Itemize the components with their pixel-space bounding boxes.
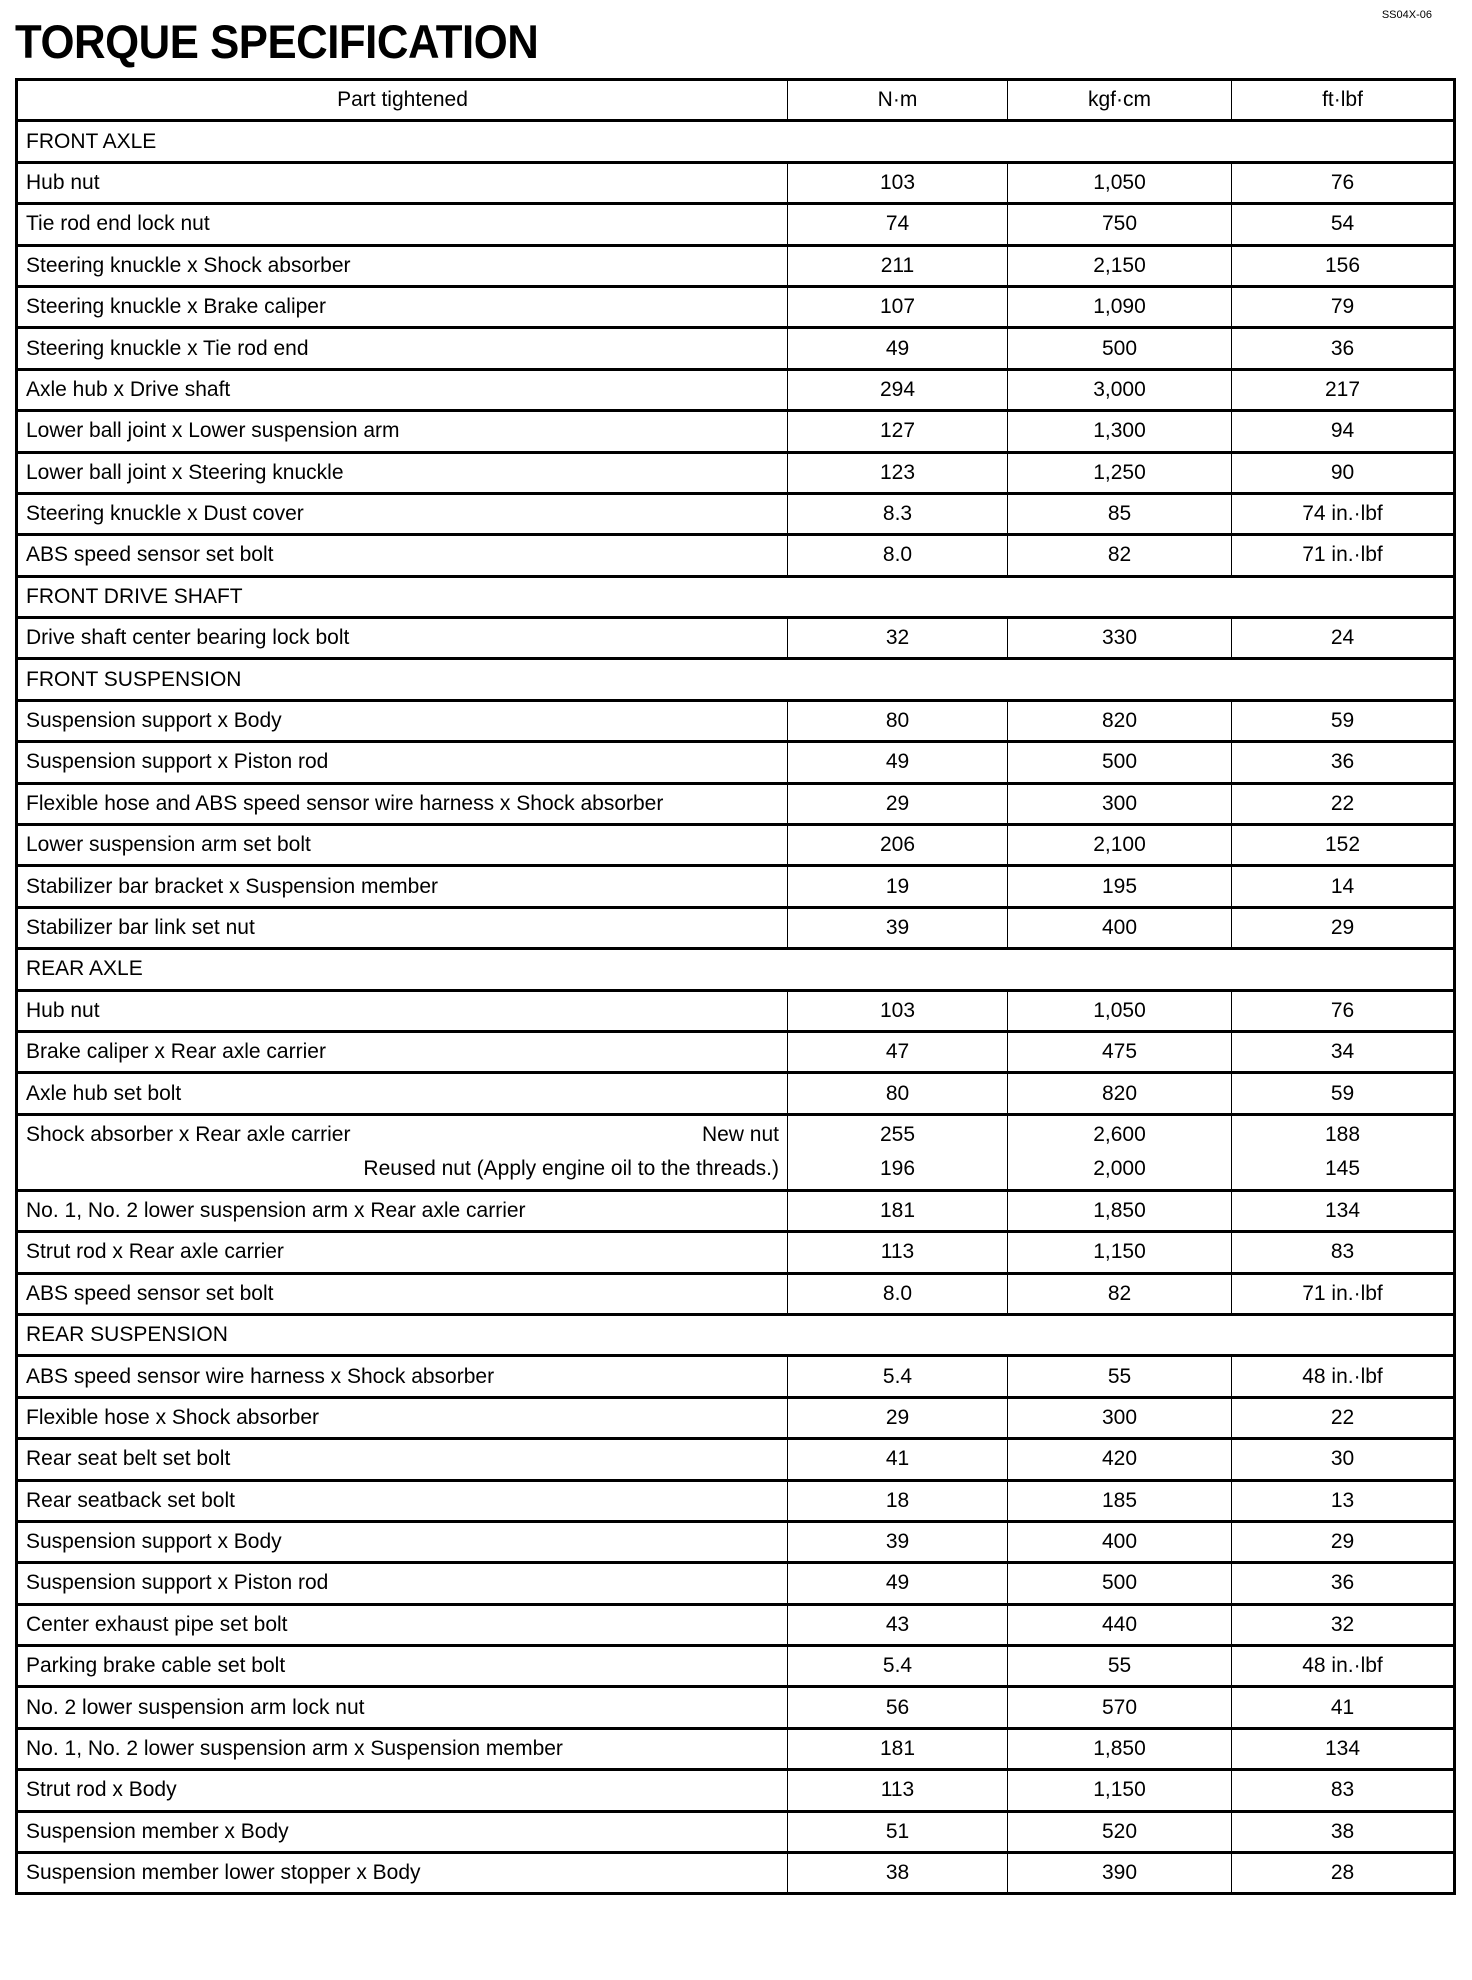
value-nm: 29: [788, 1397, 1008, 1438]
value-kgf: 195: [1008, 866, 1232, 907]
part-name: Hub nut: [17, 162, 788, 203]
value-nm: 113: [788, 1770, 1008, 1811]
value-kgf: 400: [1008, 907, 1232, 948]
variant-label: New nut: [701, 1123, 779, 1147]
value-nm: 103: [788, 162, 1008, 203]
value-ft: 32: [1232, 1604, 1455, 1645]
value-nm: 5.4: [788, 1356, 1008, 1397]
part-name: Axle hub x Drive shaft: [17, 369, 788, 410]
column-header-part: Part tightened: [17, 80, 788, 121]
value-kgf: 2,600: [1093, 1123, 1146, 1147]
table-row: [17, 1031, 1455, 1072]
section-row: [17, 659, 1455, 700]
value-ft: 36: [1232, 1563, 1455, 1604]
value-ft: 145: [1324, 1157, 1361, 1181]
value-ft: 13: [1232, 1480, 1455, 1521]
table-row: [17, 162, 1455, 203]
value-kgf: 820: [1008, 1073, 1232, 1114]
value-kgf: 1,850: [1008, 1728, 1232, 1769]
table-row: [17, 286, 1455, 327]
table-row: [17, 493, 1455, 534]
value-nm: 18: [788, 1480, 1008, 1521]
value-ft: 76: [1232, 162, 1455, 203]
value-kgf: 420: [1008, 1439, 1232, 1480]
part-name: No. 1, No. 2 lower suspension arm x Suspension member: [17, 1728, 788, 1769]
part-name: Suspension member x Body: [17, 1811, 788, 1852]
part-name: ABS speed sensor set bolt: [17, 1273, 788, 1314]
table-row: [17, 1439, 1455, 1480]
table-row: [17, 452, 1455, 493]
column-header-nm: N·m: [788, 80, 1008, 121]
part-name: Suspension support x Body: [17, 700, 788, 741]
value-ft: 134: [1232, 1728, 1455, 1769]
table-row: [17, 1770, 1455, 1811]
value-nm: 47: [788, 1031, 1008, 1072]
value-kgf: 1,150: [1008, 1770, 1232, 1811]
section-heading: REAR SUSPENSION: [17, 1314, 1455, 1355]
value-nm: 8.3: [788, 493, 1008, 534]
table-row: [17, 1563, 1455, 1604]
value-ft: 22: [1232, 783, 1455, 824]
table-row: [17, 1687, 1455, 1728]
value-nm: 107: [788, 286, 1008, 327]
value-kgf: 2,150: [1008, 245, 1232, 286]
section-heading: REAR AXLE: [17, 949, 1455, 990]
value-kgf: 750: [1008, 204, 1232, 245]
table-row: [17, 1232, 1455, 1273]
value-ft: 34: [1232, 1031, 1455, 1072]
part-name: Lower suspension arm set bolt: [17, 825, 788, 866]
value-ft: 59: [1232, 1073, 1455, 1114]
column-header-ftlbf: ft·lbf: [1232, 80, 1455, 121]
value-ft: 48 in.·lbf: [1232, 1356, 1455, 1397]
part-name: Parking brake cable set bolt: [17, 1646, 788, 1687]
table-row: [17, 1853, 1455, 1894]
part-name: No. 1, No. 2 lower suspension arm x Rear axle carrier: [17, 1190, 788, 1231]
table-row: [17, 1273, 1455, 1314]
value-kgf: 2,000: [1093, 1157, 1146, 1181]
value-ft: 36: [1232, 742, 1455, 783]
value-kgf: 55: [1008, 1356, 1232, 1397]
table-row: [17, 783, 1455, 824]
part-name: ABS speed sensor set bolt: [17, 535, 788, 576]
value-nm: 51: [788, 1811, 1008, 1852]
value-ft: 71 in.·lbf: [1232, 1273, 1455, 1314]
value-kgf: 1,090: [1008, 286, 1232, 327]
value-ft: 41: [1232, 1687, 1455, 1728]
section-row: [17, 949, 1455, 990]
value-ft: 14: [1232, 866, 1455, 907]
value-ft: 90: [1232, 452, 1455, 493]
part-name: Steering knuckle x Shock absorber: [17, 245, 788, 286]
value-ft: 38: [1232, 1811, 1455, 1852]
value-ft: 30: [1232, 1439, 1455, 1480]
part-name: Stabilizer bar link set nut: [17, 907, 788, 948]
part-name: Brake caliper x Rear axle carrier: [17, 1031, 788, 1072]
value-nm: 49: [788, 742, 1008, 783]
table-row: [17, 1646, 1455, 1687]
value-ft: 48 in.·lbf: [1232, 1646, 1455, 1687]
value-ft: 156: [1232, 245, 1455, 286]
table-row: [17, 742, 1455, 783]
part-name: Steering knuckle x Dust cover: [17, 493, 788, 534]
part-name: Shock absorber x Rear axle carrier: [26, 1123, 351, 1147]
table-row: [17, 1073, 1455, 1114]
value-kgf: 1,250: [1008, 452, 1232, 493]
table-row: [17, 1811, 1455, 1852]
value-nm: 127: [788, 411, 1008, 452]
part-name: Suspension support x Body: [17, 1521, 788, 1562]
part-name: Flexible hose and ABS speed sensor wire harness x Shock absorber: [17, 783, 788, 824]
table-row: [17, 1604, 1455, 1645]
value-nm: 43: [788, 1604, 1008, 1645]
value-ft: 152: [1232, 825, 1455, 866]
part-name: Center exhaust pipe set bolt: [17, 1604, 788, 1645]
value-kgf: 3,000: [1008, 369, 1232, 410]
part-name: Rear seat belt set bolt: [17, 1439, 788, 1480]
value-nm: 39: [788, 907, 1008, 948]
part-cell: [17, 1114, 788, 1190]
value-nm: 41: [788, 1439, 1008, 1480]
part-name: Strut rod x Rear axle carrier: [17, 1232, 788, 1273]
torque-table: [15, 78, 1456, 1895]
value-cell-kgf: [1008, 1114, 1232, 1190]
value-kgf: 500: [1008, 1563, 1232, 1604]
part-name: Stabilizer bar bracket x Suspension member: [17, 866, 788, 907]
value-nm: 181: [788, 1728, 1008, 1769]
value-kgf: 1,050: [1008, 990, 1232, 1031]
value-nm: 196: [879, 1157, 916, 1181]
value-kgf: 1,850: [1008, 1190, 1232, 1231]
part-name: Tie rod end lock nut: [17, 204, 788, 245]
table-row: [17, 825, 1455, 866]
value-kgf: 475: [1008, 1031, 1232, 1072]
part-name: Lower ball joint x Lower suspension arm: [17, 411, 788, 452]
value-nm: 39: [788, 1521, 1008, 1562]
table-row: [17, 1397, 1455, 1438]
part-name: Suspension support x Piston rod: [17, 1563, 788, 1604]
value-ft: 59: [1232, 700, 1455, 741]
value-ft: 188: [1324, 1123, 1361, 1147]
value-ft: 24: [1232, 618, 1455, 659]
value-nm: 123: [788, 452, 1008, 493]
part-name: Flexible hose x Shock absorber: [17, 1397, 788, 1438]
value-nm: 103: [788, 990, 1008, 1031]
value-ft: 54: [1232, 204, 1455, 245]
value-nm: 19: [788, 866, 1008, 907]
document-code: SS04X-06: [1381, 9, 1432, 21]
table-header-row: [17, 80, 1455, 121]
table-row: [17, 245, 1455, 286]
section-heading: FRONT DRIVE SHAFT: [17, 576, 1455, 617]
value-nm: 56: [788, 1687, 1008, 1728]
value-nm: 255: [879, 1123, 916, 1147]
part-name: Steering knuckle x Tie rod end: [17, 328, 788, 369]
value-cell-nm: [788, 1114, 1008, 1190]
value-ft: 79: [1232, 286, 1455, 327]
value-kgf: 55: [1008, 1646, 1232, 1687]
table-row: [17, 1356, 1455, 1397]
value-kgf: 300: [1008, 1397, 1232, 1438]
value-ft: 83: [1232, 1770, 1455, 1811]
value-ft: 28: [1232, 1853, 1455, 1894]
value-nm: 49: [788, 1563, 1008, 1604]
part-name: Axle hub set bolt: [17, 1073, 788, 1114]
table-row: [17, 618, 1455, 659]
value-ft: 29: [1232, 907, 1455, 948]
table-row: [17, 866, 1455, 907]
value-ft: 29: [1232, 1521, 1455, 1562]
value-kgf: 85: [1008, 493, 1232, 534]
part-name: Hub nut: [17, 990, 788, 1031]
value-kgf: 1,300: [1008, 411, 1232, 452]
table-row: [17, 990, 1455, 1031]
value-nm: 8.0: [788, 535, 1008, 576]
value-nm: 294: [788, 369, 1008, 410]
value-nm: 8.0: [788, 1273, 1008, 1314]
value-nm: 5.4: [788, 1646, 1008, 1687]
column-header-kgfcm: kgf·cm: [1008, 80, 1232, 121]
value-kgf: 400: [1008, 1521, 1232, 1562]
variant-label: Reused nut (Apply engine oil to the threads.): [363, 1157, 779, 1181]
value-cell-ft: [1232, 1114, 1455, 1190]
value-nm: 181: [788, 1190, 1008, 1231]
part-name: No. 2 lower suspension arm lock nut: [17, 1687, 788, 1728]
section-row: [17, 121, 1455, 162]
table-row: [17, 328, 1455, 369]
value-nm: 80: [788, 700, 1008, 741]
value-nm: 206: [788, 825, 1008, 866]
value-kgf: 500: [1008, 328, 1232, 369]
part-name: Suspension support x Piston rod: [17, 742, 788, 783]
part-name: Rear seatback set bolt: [17, 1480, 788, 1521]
value-nm: 49: [788, 328, 1008, 369]
table-row: [17, 1480, 1455, 1521]
table-row: [17, 411, 1455, 452]
table-row: [17, 700, 1455, 741]
value-ft: 71 in.·lbf: [1232, 535, 1455, 576]
value-nm: 32: [788, 618, 1008, 659]
table-row: [17, 1114, 1455, 1190]
value-kgf: 820: [1008, 700, 1232, 741]
value-nm: 211: [788, 245, 1008, 286]
value-kgf: 2,100: [1008, 825, 1232, 866]
value-kgf: 82: [1008, 1273, 1232, 1314]
section-heading: FRONT SUSPENSION: [17, 659, 1455, 700]
part-name: Strut rod x Body: [17, 1770, 788, 1811]
part-name: ABS speed sensor wire harness x Shock absorber: [17, 1356, 788, 1397]
value-kgf: 520: [1008, 1811, 1232, 1852]
value-kgf: 185: [1008, 1480, 1232, 1521]
value-ft: 74 in.·lbf: [1232, 493, 1455, 534]
value-ft: 94: [1232, 411, 1455, 452]
table-row: [17, 204, 1455, 245]
value-ft: 36: [1232, 328, 1455, 369]
part-name: Lower ball joint x Steering knuckle: [17, 452, 788, 493]
value-kgf: 500: [1008, 742, 1232, 783]
value-ft: 76: [1232, 990, 1455, 1031]
value-ft: 22: [1232, 1397, 1455, 1438]
page-title: TORQUE SPECIFICATION: [15, 15, 539, 68]
table-row: [17, 1190, 1455, 1231]
section-row: [17, 1314, 1455, 1355]
value-nm: 29: [788, 783, 1008, 824]
part-name: Suspension member lower stopper x Body: [17, 1853, 788, 1894]
table-row: [17, 1521, 1455, 1562]
table-row: [17, 1728, 1455, 1769]
value-nm: 38: [788, 1853, 1008, 1894]
value-kgf: 82: [1008, 535, 1232, 576]
part-line: [26, 1118, 779, 1152]
value-ft: 217: [1232, 369, 1455, 410]
value-kgf: 570: [1008, 1687, 1232, 1728]
value-ft: 83: [1232, 1232, 1455, 1273]
section-row: [17, 576, 1455, 617]
value-kgf: 1,050: [1008, 162, 1232, 203]
value-ft: 134: [1232, 1190, 1455, 1231]
value-nm: 74: [788, 204, 1008, 245]
table-row: [17, 535, 1455, 576]
table-row: [17, 369, 1455, 410]
table-row: [17, 907, 1455, 948]
value-kgf: 390: [1008, 1853, 1232, 1894]
value-kgf: 440: [1008, 1604, 1232, 1645]
value-kgf: 1,150: [1008, 1232, 1232, 1273]
value-kgf: 300: [1008, 783, 1232, 824]
section-heading: FRONT AXLE: [17, 121, 1455, 162]
part-line: [26, 1152, 779, 1186]
value-nm: 80: [788, 1073, 1008, 1114]
value-kgf: 330: [1008, 618, 1232, 659]
part-name: Steering knuckle x Brake caliper: [17, 286, 788, 327]
part-name: Drive shaft center bearing lock bolt: [17, 618, 788, 659]
value-nm: 113: [788, 1232, 1008, 1273]
